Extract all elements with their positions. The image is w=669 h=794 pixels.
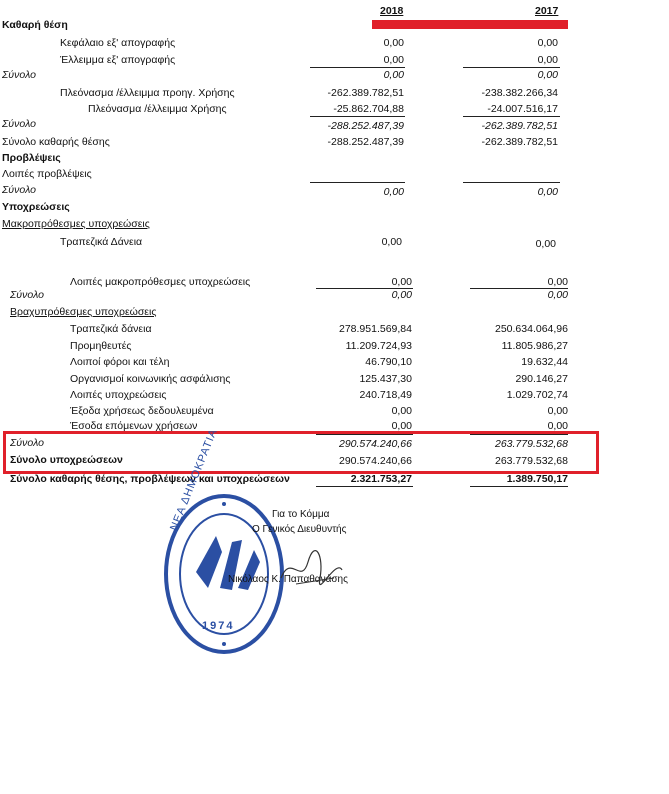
row-value-2018: 0,00 — [383, 37, 404, 49]
row-value-2017: 0,00 — [537, 37, 558, 49]
highlight-bar — [372, 20, 568, 29]
row-label: Λοιποί φόροι και τέλη — [70, 356, 170, 368]
signature-for-party: Για το Κόμμα — [272, 509, 330, 520]
row-value-2018: 0,00 — [381, 236, 402, 248]
section-liabilities: Υποχρεώσεις — [2, 201, 70, 213]
subtotal-rule — [316, 434, 413, 435]
row-value-2018: -25.862.704,88 — [333, 103, 404, 115]
row-value-2018: 46.790,10 — [365, 356, 412, 368]
subtotal-rule — [463, 182, 560, 183]
row-value-2018: 290.574.240,66 — [339, 455, 412, 467]
row-value-2018: 0,00 — [391, 405, 412, 417]
row-value-2018: 2.321.753,27 — [350, 473, 412, 485]
row-value-2018: 278.951.569,84 — [339, 323, 412, 335]
row-value-2018: 290.574.240,66 — [339, 438, 412, 450]
seal-text: ΝΕΑ ΔΗΜΟΚΡΑΤΙΑ — [168, 426, 220, 533]
year-2018-header: 2018 — [380, 5, 404, 17]
subsection-long-term: Μακροπρόθεσμες υποχρεώσεις — [2, 218, 150, 230]
row-label: Λοιπές μακροπρόθεσμες υποχρεώσεις — [70, 276, 251, 288]
row-value-2018: 0,00 — [391, 289, 412, 301]
row-label: Κεφάλαιο εξ' απογραφής — [60, 37, 176, 49]
row-label: Τραπεζικά δάνεια — [70, 323, 152, 335]
signature-role: Ο Γενικός Διευθυντής — [252, 524, 347, 535]
row-label: Πλεόνασμα /έλλειμμα Χρήσης — [88, 103, 227, 115]
row-label-grand-total: Σύνολο καθαρής θέσης, προβλέψεων και υποχρεώσεων — [10, 473, 290, 485]
total-rule — [316, 486, 413, 487]
subtotal-rule — [470, 434, 568, 435]
row-value-2017: 19.632,44 — [521, 356, 568, 368]
row-value-2017: 263.779.532,68 — [495, 438, 568, 450]
row-value-2017: 0,00 — [537, 54, 558, 66]
row-label: Έξοδα χρήσεως δεδουλευμένα — [70, 405, 214, 417]
row-label: Πλεόνασμα /έλλειμμα προηγ. Χρήσης — [60, 87, 235, 99]
row-value-2017: -262.389.782,51 — [481, 136, 558, 148]
row-label: Έσοδα επόμενων χρήσεων — [70, 420, 198, 432]
row-value-2018: -288.252.487,39 — [327, 136, 404, 148]
subsection-short-term: Βραχυπρόθεσμες υποχρεώσεις — [10, 306, 157, 318]
row-label: Τραπεζικά Δάνεια — [60, 236, 143, 248]
row-value-2018: 0,00 — [383, 69, 404, 81]
row-value-2017: 0,00 — [547, 405, 568, 417]
row-label: Λοιπές υποχρεώσεις — [70, 389, 167, 401]
subtotal-rule — [310, 182, 405, 183]
row-value-2017: 1.389.750,17 — [506, 473, 568, 485]
row-value-2017: 0,00 — [547, 276, 568, 288]
subtotal-rule — [463, 116, 560, 117]
total-rule — [470, 486, 568, 487]
row-value-2017: -238.382.266,34 — [481, 87, 558, 99]
section-net-position: Καθαρή θέση — [2, 19, 68, 31]
row-value-2017: 263.779.532,68 — [495, 455, 568, 467]
row-value-2018: 0,00 — [383, 54, 404, 66]
row-value-2017: 250.634.064,96 — [495, 323, 568, 335]
row-value-2018: 0,00 — [391, 276, 412, 288]
row-label: Σύνολο — [10, 437, 45, 449]
row-value-2017: 0,00 — [535, 238, 556, 250]
row-label: Σύνολο — [2, 69, 37, 81]
row-value-2017: 0,00 — [547, 289, 568, 301]
row-value-2018: 0,00 — [383, 186, 404, 198]
row-value-2017: 0,00 — [537, 186, 558, 198]
row-value-2017: 0,00 — [537, 69, 558, 81]
row-value-2018: 11.209.724,93 — [345, 340, 412, 352]
row-value-2018: -262.389.782,51 — [327, 87, 404, 99]
row-label-total-liabilities: Σύνολο υποχρεώσεων — [10, 454, 123, 466]
row-value-2018: 240.718,49 — [359, 389, 412, 401]
row-value-2017: 1.029.702,74 — [506, 389, 568, 401]
row-label: Λοιπές προβλέψεις — [2, 168, 92, 180]
row-label: Προμηθευτές — [70, 340, 132, 352]
subtotal-rule — [310, 67, 405, 68]
row-value-2018: 0,00 — [391, 420, 412, 432]
row-value-2017: 11.805.986,27 — [501, 340, 568, 352]
row-value-2017: 0,00 — [547, 420, 568, 432]
signature-name: Νικόλαος Κ. Παπαθανάσης — [228, 574, 348, 585]
year-2017-header: 2017 — [535, 5, 559, 17]
row-label: Σύνολο — [2, 118, 37, 130]
row-value-2017: 290.146,27 — [515, 373, 568, 385]
row-label: Οργανισμοί κοινωνικής ασφάλισης — [70, 373, 231, 385]
section-provisions: Προβλέψεις — [2, 152, 61, 164]
row-value-2018: -288.252.487,39 — [327, 120, 404, 132]
handwritten-signature — [276, 548, 346, 588]
row-value-2018: 125.437,30 — [359, 373, 412, 385]
row-value-2017: -24.007.516,17 — [487, 103, 558, 115]
row-label: Σύνολο — [2, 184, 37, 196]
seal-year: 1974 — [202, 620, 235, 632]
subtotal-rule — [463, 67, 560, 68]
subtotal-rule — [310, 116, 405, 117]
row-label: Έλλειμμα εξ' απογραφής — [60, 54, 176, 66]
row-label: Σύνολο — [10, 289, 45, 301]
row-label: Σύνολο καθαρής θέσης — [2, 136, 110, 148]
row-value-2017: -262.389.782,51 — [481, 120, 558, 132]
